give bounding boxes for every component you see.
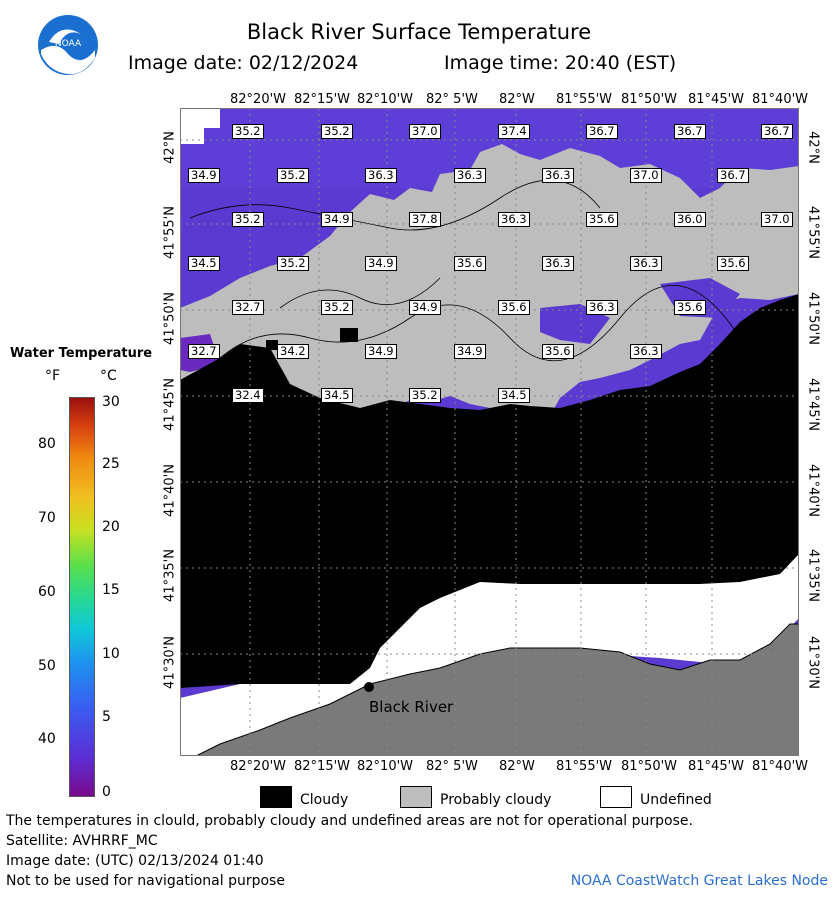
- lon-tick-label: 81°55'W: [556, 92, 613, 107]
- temperature-label: 36.7: [674, 124, 706, 139]
- legend-c-label: 25: [102, 456, 120, 472]
- temperature-label: 34.9: [365, 256, 397, 271]
- undefined-swatch: [600, 786, 632, 808]
- lat-tick-label: 41°40'N: [162, 464, 178, 517]
- lon-tick-label: 82°15'W: [294, 759, 351, 774]
- lat-tick-label: 41°35'N: [162, 549, 178, 602]
- temperature-label: 37.8: [409, 212, 441, 227]
- temperature-label: 36.3: [365, 168, 397, 183]
- image-date: Image date: 02/12/2024: [128, 52, 359, 74]
- temperature-label: 34.9: [188, 168, 220, 183]
- temperature-label: 36.0: [674, 212, 706, 227]
- nav-note: Not to be used for navigational purpose: [6, 873, 285, 889]
- lat-tick-label: 41°40'N: [805, 464, 821, 517]
- temperature-label: 36.3: [586, 300, 618, 315]
- temperature-label: 36.3: [630, 256, 662, 271]
- temperature-label: 34.9: [321, 212, 353, 227]
- temperature-label: 36.3: [630, 344, 662, 359]
- lon-tick-label: 82°W: [499, 92, 535, 107]
- legend-c-label: 20: [102, 519, 120, 535]
- unit-c: °C: [100, 368, 117, 384]
- lon-tick-label: 82°15'W: [294, 92, 351, 107]
- lat-tick-label: 41°30'N: [805, 636, 821, 689]
- temperature-label: 34.9: [365, 344, 397, 359]
- temperature-label: 32.7: [188, 344, 220, 359]
- legend-c-label: 30: [102, 394, 120, 410]
- lat-tick-label: 41°55'N: [805, 206, 821, 259]
- temperature-label: 36.3: [454, 168, 486, 183]
- lat-tick-label: 41°45'N: [805, 378, 821, 431]
- lon-tick-label: 81°50'W: [621, 759, 678, 774]
- legend-f-label: 80: [38, 436, 56, 452]
- temperature-label: 35.6: [674, 300, 706, 315]
- disclaimer-note: The temperatures in clould, probably cloudy and undefined areas are not for operational purpose.: [6, 813, 693, 829]
- lon-tick-label: 82° 5'W: [426, 759, 478, 774]
- temperature-label: 37.0: [761, 212, 793, 227]
- temperature-label: 35.2: [277, 256, 309, 271]
- lon-tick-label: 81°45'W: [688, 92, 745, 107]
- probably-cloudy-key-label: Probably cloudy: [440, 792, 552, 808]
- temperature-label: 35.2: [232, 212, 264, 227]
- temperature-label: 34.9: [454, 344, 486, 359]
- lon-tick-label: 81°50'W: [621, 92, 678, 107]
- temperature-label: 32.4: [232, 388, 264, 403]
- temperature-label: 34.5: [188, 256, 220, 271]
- lon-tick-label: 82°10'W: [357, 759, 414, 774]
- place-label: Black River: [369, 698, 454, 716]
- legend-title: Water Temperature: [10, 346, 153, 361]
- legend-f-label: 50: [38, 658, 56, 674]
- probably-cloudy-swatch: [400, 786, 432, 808]
- temperature-label: 34.9: [409, 300, 441, 315]
- legend-c-label: 15: [102, 582, 120, 598]
- temperature-label: 35.6: [454, 256, 486, 271]
- temperature-label: 36.3: [542, 168, 574, 183]
- lon-tick-label: 82°20'W: [230, 92, 287, 107]
- lat-tick-label: 41°45'N: [162, 378, 178, 431]
- lat-tick-label: 41°55'N: [162, 206, 178, 259]
- lon-tick-label: 81°40'W: [752, 759, 809, 774]
- temperature-label: 37.0: [409, 124, 441, 139]
- temperature-label: 35.2: [321, 124, 353, 139]
- lon-tick-label: 82°20'W: [230, 759, 287, 774]
- temperature-label: 35.6: [498, 300, 530, 315]
- lon-tick-label: 82°10'W: [357, 92, 414, 107]
- cloudy-key-label: Cloudy: [300, 792, 349, 808]
- lat-tick-label: 42°N: [805, 131, 821, 164]
- coastwatch-node: NOAA CoastWatch Great Lakes Node: [570, 873, 828, 889]
- temperature-label: 37.0: [630, 168, 662, 183]
- legend-f-label: 60: [38, 584, 56, 600]
- lon-tick-label: 81°55'W: [556, 759, 613, 774]
- temperature-label: 35.6: [717, 256, 749, 271]
- temperature-label: 35.2: [232, 124, 264, 139]
- temperature-label: 32.7: [232, 300, 264, 315]
- legend-f-label: 70: [38, 510, 56, 526]
- temperature-label: 36.7: [761, 124, 793, 139]
- unit-f: °F: [45, 368, 61, 384]
- temperature-label: 36.7: [717, 168, 749, 183]
- lon-tick-label: 82° 5'W: [426, 92, 478, 107]
- temperature-label: 35.6: [542, 344, 574, 359]
- lat-tick-label: 42°N: [162, 131, 178, 164]
- map-border: [180, 108, 799, 756]
- temperature-label: 34.5: [498, 388, 530, 403]
- lat-tick-label: 41°50'N: [162, 292, 178, 345]
- legend-c-label: 0: [102, 784, 111, 800]
- temperature-label: 34.2: [277, 344, 309, 359]
- lat-tick-label: 41°50'N: [805, 292, 821, 345]
- temperature-label: 35.2: [321, 300, 353, 315]
- lon-tick-label: 81°40'W: [752, 92, 809, 107]
- legend-c-label: 10: [102, 646, 120, 662]
- noaa-logo-text: NOAA: [54, 39, 82, 49]
- temperature-label: 37.4: [498, 124, 530, 139]
- satellite-note: Satellite: AVHRRF_MC: [6, 833, 158, 849]
- temperature-label: 35.2: [277, 168, 309, 183]
- temperature-label: 34.5: [321, 388, 353, 403]
- lon-tick-label: 82°W: [499, 759, 535, 774]
- undefined-key-label: Undefined: [640, 792, 712, 808]
- page-title: Black River Surface Temperature: [246, 20, 592, 44]
- temperature-label: 36.3: [498, 212, 530, 227]
- legend-c-label: 5: [102, 709, 111, 725]
- color-bar: [69, 397, 95, 797]
- temperature-label: 35.2: [409, 388, 441, 403]
- cloudy-swatch: [260, 786, 292, 808]
- image-time: Image time: 20:40 (EST): [444, 52, 677, 74]
- temperature-label: 36.3: [542, 256, 574, 271]
- lat-tick-label: 41°30'N: [162, 636, 178, 689]
- temperature-label: 36.7: [586, 124, 618, 139]
- utc-date-note: Image date: (UTC) 02/13/2024 01:40: [6, 853, 264, 869]
- lon-tick-label: 81°45'W: [688, 759, 745, 774]
- temperature-label: 35.6: [586, 212, 618, 227]
- legend-f-label: 40: [38, 731, 56, 747]
- lat-tick-label: 41°35'N: [805, 549, 821, 602]
